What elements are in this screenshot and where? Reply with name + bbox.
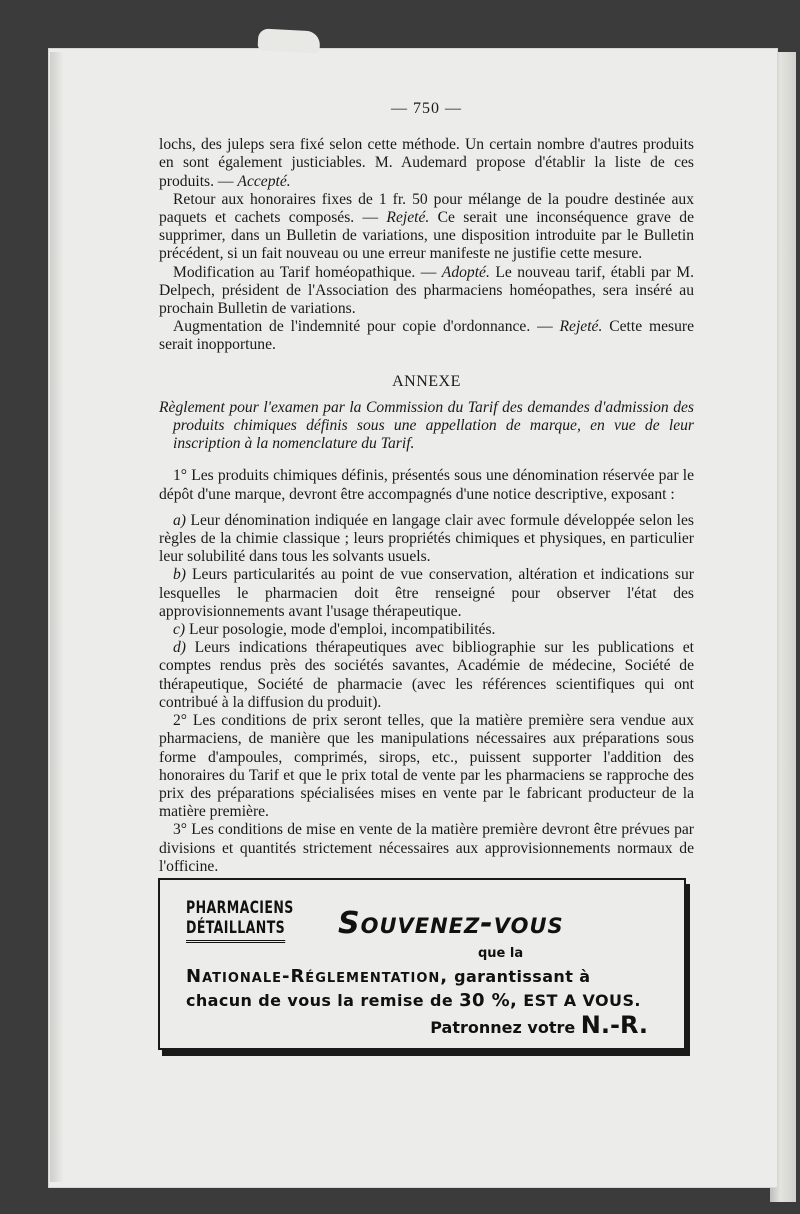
page-tab: [257, 28, 320, 53]
advertisement-box: [158, 878, 686, 1050]
point-1: 1° Les produits chimiques définis, présentés sous une dénomination réservée par le dépôt d'une marque, devront être accompagnés d'une notice descriptive, exposant :: [159, 467, 694, 503]
paragraph: Retour aux honoraires fixes de 1 fr. 50 pour mélange de la poudre destinée aux paquets et cachets composés. — Rejeté. Ce serait une inconséquence grave de supprimer, dans un Bulletin de variations, une disposition introduite par le Bulletin précédent, si un fait nouveau ou une erreur manifeste ne justifie cette mesure.: [159, 190, 695, 263]
point-2: 2° Les conditions de prix seront telles, que la matière première sera vendue aux pharmaciens, de manière que les manipulations nécessaires aux préparations sous forme d'ampoules, comprimés, sirops, etc., puissent supporter l'addition des honoraires du Tarif et que le prix total de vente par les pharmaciens se rapproche des prix des préparations spécialisées mises en vente par le fabricant producteur de la matière première.: [159, 712, 694, 821]
ad-subtitle: que la: [478, 946, 524, 961]
reglement-title: Règlement pour l'examen par la Commission du Tarif des demandes d'admission des produits chimiques définis sous une appellation de marque, en vue de leur inscription à la nomenclature du Tarif.: [159, 398, 694, 453]
list-item: d) Leurs indications thérapeutiques avec bibliographie sur les publications et comptes rendus près des sociétés savantes, Académie de médecine, Société de thérapeutique, Société de pharmacie (avec les références scientifiques qui ont contribué à la diffusion du produit).: [159, 639, 694, 711]
list-item: a) Leur dénomination indiquée en langage clair avec formule développée selon les règles de la chimie classique ; leurs propriétés chimiques et physiques, en particulier leur solubilité dans tous les solvants usuels.: [159, 511, 694, 566]
paragraph: Modification au Tarif homéopathique. — Adopté. Le nouveau tarif, établi par M. Delpech, président de l'Association des pharmaciens homéopathes, sera inséré au prochain Bulletin de variations.: [159, 263, 695, 318]
ad-line: Patronnez votre N.-R.: [430, 1011, 648, 1039]
page-number: — 750 —: [391, 100, 462, 117]
paragraph: Augmentation de l'indemnité pour copie d'ordonnance. — Rejeté. Cette mesure serait inopportune.: [159, 318, 694, 354]
paragraph: lochs, des juleps sera fixé selon cette méthode. Un certain nombre d'autres produits en sont également justiciables. M. Audemard propose d'établir la liste de ces produits. — Accepté.: [159, 136, 694, 190]
point-3: 3° Les conditions de mise en vente de la matière première devront être prévues par divisions et quantités strictement nécessaires aux approvisionnements normaux de l'officine.: [159, 821, 694, 875]
ad-line: chacun de vous la remise de 30 %, EST A VOUS.: [186, 990, 641, 1011]
ad-audience: PHARMACIENS DÉTAILLANTS: [186, 898, 294, 943]
body-text: [159, 100, 694, 876]
binding-shadow: [50, 52, 64, 1182]
section-heading: ANNEXE: [392, 372, 461, 390]
list-item: c) Leur posologie, mode d'emploi, incompatibilités.: [173, 621, 496, 639]
list-item: b) Leurs particularités au point de vue conservation, altération et indications sur lesquelles le pharmacien doit être renseigné pour observer l'état des approvisionnements avant l'usage thérapeutique.: [159, 566, 694, 620]
ad-line: Nationale-Réglementation, garantissant à: [186, 966, 591, 987]
ad-title: Souvenez-vous: [338, 906, 564, 941]
